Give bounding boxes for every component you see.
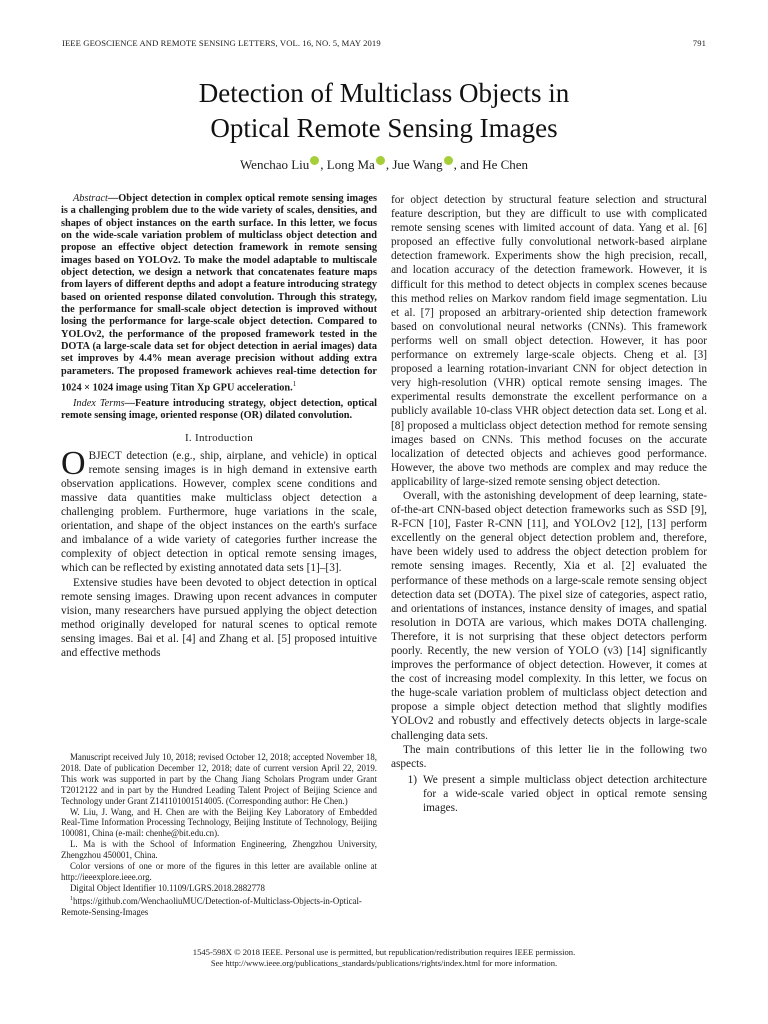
footnote-affiliation-2: L. Ma is with the School of Information Engineering, Zhengzhou University, Zhengzhou 450001, China. <box>61 839 377 861</box>
intro-paragraph-1-text: BJECT detection (e.g., ship, airplane, and vehicle) in optical remote sensing images is in high demand in extensive earth observation applications. However, complex scene conditions and massive data quantities make multiclass object detection a challenging problem. Furthermore, huge variations in the scale, orientation, and shape of the object instances on the earth's surface and imbalance of a wide variety of categories further increase the complexity of object detection in optical remote sensing images, which can be reflected by existing annotated data sets [1]–[3]. <box>61 449 377 575</box>
intro-paragraph-1 <box>61 444 377 576</box>
copyright-line-1: 1545-598X © 2018 IEEE. Personal use is permitted, but republication/redistribution requires IEEE permission. <box>192 947 576 957</box>
orcid-icon[interactable] <box>310 156 319 165</box>
left-column <box>61 193 377 660</box>
title-line-2: Optical Remote Sensing Images <box>210 113 558 143</box>
author-list <box>40 156 728 173</box>
footnotes <box>61 752 377 918</box>
abstract-lead: Abstract <box>73 193 108 204</box>
journal-name: IEEE GEOSCIENCE AND REMOTE SENSING LETTERS, VOL. 16, NO. 5, MAY 2019 <box>62 38 381 48</box>
author-4: , and He Chen <box>453 157 529 172</box>
author-3: , Jue Wang <box>385 157 443 172</box>
author-2: , Long Ma <box>320 157 375 172</box>
right-paragraph-1: for object detection by structural feature selection and structural feature description, but they are difficult to use with complicated remote sensing scenes with limited account of data. Yang et al. [6] proposed an effective fully convolutional network-based airplane detection framework. Experiments show the high precision, recall, and location accuracy of the detection framework. However, it is difficult for this method to detect objects in complex scenes because this method relies on Markov random field image segmentation. Liu et al. [7] proposed an arbitrary-oriented ship detection framework based on convolutional neural networks (CNNs). This framework performs well on small object detection. However, it has poor performance on extremely large-scale objects. Cheng et al. [3] proposed a learning rotation-invariant CNN for object detection in very high-resolution (VHR) optical remote sensing images. The experimental results demonstrate the excellent performance on a publicly available 10-class VHR object detection data set. Long et al. [8] proposed a multiclass object detection method for remote sensing images based on CNNs. This method focuses on the accurate localization of detected objects and achieves good performance. However, the above two methods are complex and may reduce the applicability of large-sized remote sensing object detection. <box>391 194 707 488</box>
right-paragraph-3: The main contributions of this letter lie in the following two aspects. <box>391 743 707 770</box>
contribution-text: We present a simple multiclass object detection architecture for a wide-scale varied object in optical remote sensing images. <box>423 773 707 815</box>
contribution-number: 1) <box>407 773 417 786</box>
index-terms-lead: Index Terms <box>73 397 125 409</box>
copyright-line-2: See http://www.ieee.org/publications_standards/publications/rights/index.html for more information. <box>210 958 558 968</box>
index-terms-text: —Feature introducing strategy, object detection, optical remote sensing image, oriented response (OR) dilated convolution. <box>61 397 377 422</box>
author-1: Wenchao Liu <box>239 157 310 172</box>
footnote-doi: Digital Object Identifier 10.1109/LGRS.2018.2882778 <box>70 882 265 893</box>
running-header <box>62 38 706 48</box>
footnote-github-link[interactable]: https://github.com/WenchaoliuMUC/Detection-of-Multiclass-Objects-in-Optical-Remote-Sensing-Images <box>61 895 362 917</box>
footnote-github <box>61 894 377 918</box>
abstract-text: —Object detection in complex optical remote sensing images is a challenging problem due to the wide variety of scales, densities, and shapes of object instances on the earth surface. In this letter, we focus on the wide-scale variation problem of multiclass object detection and propose an effective object detection framework in remote sensing images based on YOLOv2. To make the model adaptable to multiscale object detection, we design a network that concatenates feature maps from layers of different depths and adopt a feature introducing strategy based on oriented response dilated convolution. Through this strategy, the performance for small-scale object detection is improved without losing the performance for large-scale object detection. Compared to YOLOv2, the performance of the proposed framework tested in the DOTA (a large-scale data set for object detection in aerial images) data set improves by 4.4% mean average precision without adding extra parameters. The proposed framework achieves real-time detection for 1024 × 1024 image using Titan Xp GPU acceleration. <box>61 193 377 394</box>
drop-cap: O <box>61 444 86 482</box>
index-terms <box>61 398 377 423</box>
copyright-notice <box>40 947 728 969</box>
page-number: 791 <box>692 38 706 48</box>
paper-title <box>40 76 728 146</box>
right-column <box>391 193 707 815</box>
footnote-affiliation-1: W. Liu, J. Wang, and H. Chen are with the Beijing Key Laboratory of Embedded Real-Time Information Processing Technology, Beijing Institute of Technology, Beijing 100081, China (e-mail: chenhe@bit.edu.cn). <box>61 806 377 839</box>
footnote-github-mark: 1 <box>70 895 73 902</box>
section-heading-introduction: I. Introduction <box>184 431 254 444</box>
footnote-color-versions: Color versions of one or more of the figures in this letter are available online at http://ieeexplore.ieee.org. <box>61 861 377 882</box>
footnote-manuscript: Manuscript received July 10, 2018; revised October 12, 2018; accepted November 18, 2018. Date of publication December 12, 2018; date of current version April 22, 2019. This work was supported in part by the Chang Jiang Scholars Program under Grant T2012122 and in part by the Hundred Leading Talent Project of Beijing Science and Technology under Grant Z141101001514005. (Corresponding author: He Chen.) <box>61 752 377 806</box>
contribution-item-1 <box>391 773 707 815</box>
orcid-icon[interactable] <box>444 156 453 165</box>
intro-paragraph-2: Extensive studies have been devoted to object detection in optical remote sensing images. Drawing upon recent advances in computer vision, many researchers have pursued applying the object detection method originally developed for natural scenes to optical remote sensing images. Bai et al. [4] and Zhang et al. [5] proposed intuitive and effective methods <box>61 576 377 660</box>
abstract <box>61 193 377 395</box>
orcid-icon[interactable] <box>376 156 385 165</box>
title-line-1: Detection of Multiclass Objects in <box>198 78 570 108</box>
abstract-footnote-mark: 1 <box>292 380 297 389</box>
right-paragraph-2: Overall, with the astonishing development of deep learning, state-of-the-art CNN-based object detection frameworks such as SSD [9], R-FCN [10], Faster R-CNN [11], and YOLOv2 [12], [13] perform excellently on the general object detection problem and, therefore, have been widely used to address the object detection problem for remote sensing images. Recently, Xia et al. [2] evaluated the performance of these methods on a large-scale remote sensing object detection data set (DOTA). The pixel size of categories, aspect ratio, and orientations of instances, instance density of images, and spatial resolution in DOTA are various, which makes DOTA challenging. Therefore, it is not surprising that these object detectors perform poorly. Recently, the new version of YOLO (v3) [14] significantly improves the performance of object detection. However, it comes at the cost of increasing model complexity. In this letter, we focus on the huge-scale variation problem of multiclass object detection and propose a simple object detection method that slightly modifies YOLOv2 and robustly and effectively detects objects in large-scale challenging data sets. <box>391 489 707 742</box>
